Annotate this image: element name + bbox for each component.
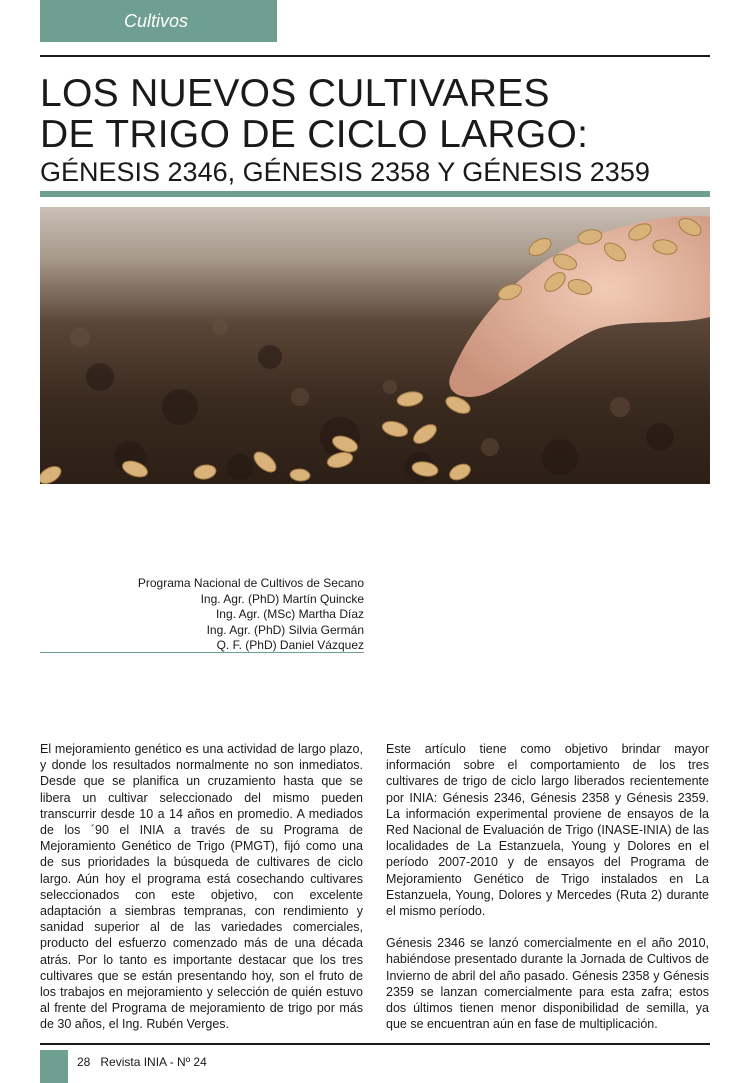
section-tab — [40, 0, 277, 42]
footer — [77, 1055, 217, 1069]
body-column-right — [386, 741, 709, 1048]
page-number: 28 — [77, 1055, 91, 1069]
credit-author: Ing. Agr. (PhD) Silvia Germán — [206, 622, 364, 637]
publication-name: Revista INIA - Nº 24 — [100, 1055, 207, 1069]
credit-program: Programa Nacional de Cultivos de Secano — [137, 576, 364, 590]
footer-accent-block — [40, 1050, 68, 1083]
title-underline — [40, 191, 710, 197]
credits-rule — [40, 652, 364, 653]
title-line-1: LOS NUEVOS CULTIVARES — [40, 72, 550, 115]
title-line-2: DE TRIGO DE CICLO LARGO: — [40, 113, 589, 156]
paragraph: Este artículo tiene como objetivo brindar mayor información sobre el comportamiento de los tres cultivares de trigo de ciclo largo liberados recientemente por INIA: Génesis 2346, Génesis 2358 y Génesis 2359. La información experimental proviene de ensayos de la Red Nacional de Evaluación de Trigo (INASE-INIA) de las localidades de La Estanzuela, Young y Dolores en el período 2007-2010 y de ensayos del Programa de Mejoramiento Genético de Trigo instalados en La Estanzuela, Young, Dolores y Mercedes (Ruta 2) durante el mismo período. — [386, 742, 709, 919]
paragraph: El mejoramiento genético es una actividad de largo plazo, y donde los resultados normalmente no son inmediatos. Desde que se planifica un cruzamiento hasta que se libera un cultivar seleccionado del mismo pueden transcurrir desde 10 a 14 años en promedio. A mediados de los ´90 el INIA a través de su Programa de Mejoramiento Genético de Trigo (PMGT), fijó como una de sus prioridades la búsqueda de cultivares de ciclo largo. Aún hoy el programa está cosechando cultivares seleccionados con este objetivo, con excelente adaptación a siembras tempranas, con rendimiento y sanidad superior al de las variedades comerciales, producto del esfuerzo comenzado más de una década atrás. Por lo tanto es importante destacar que los tres cultivares que se están presentando hoy, son el fruto de los trabajos en mejoramiento y selección de quién estuvo al frente del Programa de mejoramiento de trigo por más de 30 años, el Ing. Rubén Verges. — [40, 742, 363, 1032]
body-column-left — [40, 741, 363, 1049]
header-rule — [40, 55, 710, 57]
paragraph: Génesis 2346 se lanzó comercialmente en el año 2010, habiéndose presentado durante la Jornada de Cultivos de Invierno de abril del año pasado. Génesis 2358 y Génesis 2359 se lanzan comercialmente para esta zafra; estos dos últimos tienen menor disponibilidad de semilla, ya que se encuentran aún en fase de multiplicación. — [386, 936, 709, 1032]
article-title — [40, 73, 710, 155]
article-subtitle: GÉNESIS 2346, GÉNESIS 2358 Y GÉNESIS 2359 — [40, 157, 650, 187]
author-credits — [40, 576, 364, 654]
credit-author: Ing. Agr. (PhD) Martín Quincke — [200, 591, 364, 606]
hero-photo-seeds-in-soil — [40, 207, 710, 484]
credit-author: Ing. Agr. (MSc) Martha Díaz — [215, 607, 364, 621]
credit-author: Q. F. (PhD) Daniel Vázquez — [216, 638, 364, 652]
footer-rule — [40, 1043, 710, 1045]
section-label: Cultivos — [124, 11, 189, 31]
